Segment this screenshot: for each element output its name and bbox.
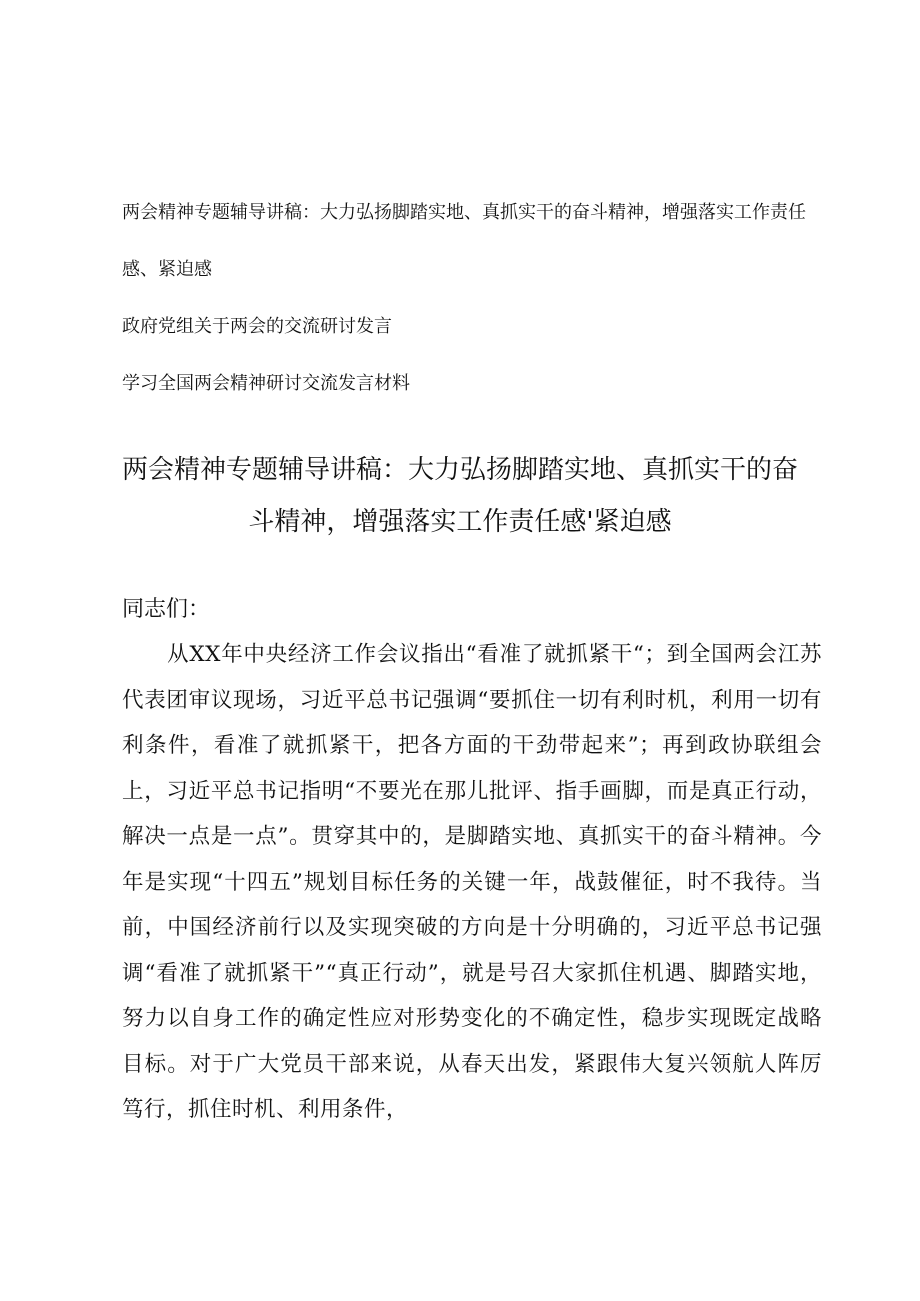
toc-item-3: 学习全国两会精神研讨交流发言材料 [122,373,410,394]
article-title: 两会精神专题辅导讲稿：大力弘扬脚踏实地、真抓实干的奋斗精神，增强落实工作责任感'紧迫感 [121,455,798,537]
table-of-contents [122,184,812,412]
body-paragraph: 从XX年中央经济工作会议指出“看准了就抓紧干“；到全国两会江苏代表团审议现场，习近平总书记强调“要抓住一切有利时机，利用一切有利条件，看准了就抓紧干，把各方面的干劲带起来”；再到政协联组会上，习近平总书记指明“不要光在那儿批评、指手画脚，而是真正行动，解决一点是一点”。贯穿其中的，是脚踏实地、真抓实干的奋斗精神。今年是实现“十四五”规划目标任务的关键一年，战鼓催征，时不我待。当前，中国经济前行以及实现突破的方向是十分明确的，习近平总书记强调“看准了就抓紧干”“真正行动”，就是号召大家抓住机遇、脚踏实地，努力以自身工作的确定性应对形势变化的不确定性，稳步实现既定战略目标。对于广大党员干部来说，从春天出发，紧跟伟大复兴领航人阵厉笃行，抓住时机、利用条件， [122,642,822,1122]
greeting: 同志们： [122,597,211,622]
toc-item-2: 政府党组关于两会的交流研讨发言 [122,316,392,337]
toc-item-1: 两会精神专题辅导讲稿：大力弘扬脚踏实地、真抓实干的奋斗精神，增强落实工作责任感、紧迫感 [122,202,806,280]
